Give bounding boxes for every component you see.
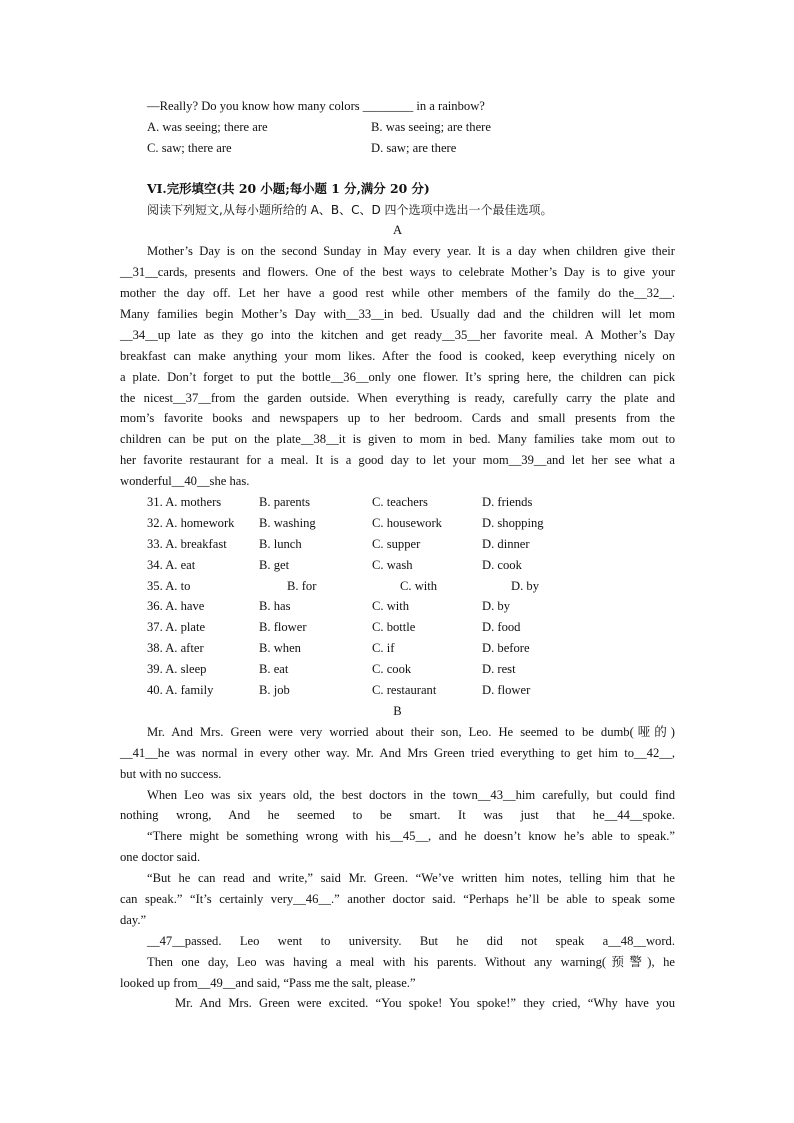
passage-line: __41__he was normal in every other way. Mr. And Mrs Green tried everything to get him to__42__, [120,745,675,760]
passage-line: Mother’s Day is on the second Sunday in May every year. It is a day when children give their [147,244,675,259]
passage-line: “But he can read and write,” said Mr. Green. “We’ve written him notes, telling him that he [147,871,675,886]
choice-option: 32. A. homework [147,515,235,530]
choice-option: C. bottle [372,620,416,635]
passage-line: Mr. And Mrs. Green were very worried about their son, Leo. He seemed to be dumb(哑的) [147,724,675,739]
choice-row [120,617,675,638]
choice-option: 38. A. after [147,641,204,656]
passage-line: breakfast can make anything your mom likes. After the food is cooked, keep everything nicely on [120,348,675,363]
choice-option: D. dinner [482,536,530,551]
choice-option: C. with [400,578,438,593]
passage-line: mother the day off. Let her have a good rest while other members of the family do the__32__. [120,286,675,301]
choice-option: B. get [259,557,290,572]
passage-a-text [120,241,675,492]
question-options-row-1 [120,117,675,138]
option-c: C. saw; there are [147,140,232,155]
choice-row [120,555,675,576]
question-options-row-2 [120,138,675,159]
choice-option: B. when [259,641,301,656]
passage-line: the nicest__37__from the garden outside. When everything is ready, carefully carry the plate and [120,390,675,405]
passage-line: can speak.” “It’s certainly very__46__.” another doctor said. “Perhaps he’ll be able to speak some [120,891,675,906]
choice-option: 33. A. breakfast [147,536,227,551]
choice-option: 40. A. family [147,683,214,698]
passage-line: her favorite restaurant for a meal. It is a good day to let your mom__39__and let her see what a [120,453,675,468]
choice-option: B. flower [259,620,307,635]
choice-option: D. flower [482,683,531,698]
passage-line: a plate. Don’t forget to put the bottle__36__only one flower. It’s spring here, the children can pick [120,369,675,384]
choice-option: C. cook [372,662,412,677]
choice-option: 39. A. sleep [147,662,207,677]
passage-line: wonderful__40__she has. [120,474,250,489]
choice-option: C. housework [372,515,442,530]
passage-line: day.” [120,912,147,927]
passage-line: __31__cards, presents and flowers. One of the best ways to celebrate Mother’s Day is to give your [120,265,675,280]
choice-option: B. job [259,683,290,698]
passage-line: __47__passed. Leo went to university. But he did not speak a__48__word. [147,933,675,948]
passage-line: nothing wrong, And he seemed to be smart. It was just that he__44__spoke. [120,808,675,823]
passage-line: but with no success. [120,766,222,781]
choice-option: D. shopping [482,515,544,530]
choice-option: D. friends [482,495,533,510]
choice-option: C. with [372,599,410,614]
exam-page [120,96,675,1014]
choice-option: B. washing [259,515,316,530]
passage-line: one doctor said. [120,850,201,865]
choice-option: B. lunch [259,536,302,551]
choice-row [120,513,675,534]
passage-line: When Leo was six years old, the best doctors in the town__43__him carefully, but could find [147,787,675,802]
choice-row [120,576,675,597]
passage-line: mom’s favorite books and newspapers up to her bedroom. Cards and small presents from the [120,411,675,426]
section-title: VI.完形填空(共 20 小题;每小题 1 分,满分 20 分) [147,180,430,196]
choice-option: 31. A. mothers [147,495,222,510]
choice-option: B. eat [259,662,289,677]
section-instruction: 阅读下列短文,从每小题所给的 A、B、C、D 四个选项中选出一个最佳选项。 [147,202,553,217]
passage-a-label: A [392,223,403,238]
choice-option: C. wash [372,557,413,572]
choice-option: 36. A. have [147,599,205,614]
choice-option: B. for [287,578,317,593]
choice-option: 35. A. to [147,578,191,593]
choice-option: D. cook [482,557,522,572]
passage-line: Mr. And Mrs. Green were excited. “You spoke! You spoke!” they cried, “Why have you [175,996,675,1011]
choice-option: C. restaurant [372,683,437,698]
choice-option: C. if [372,641,395,656]
choice-option: D. food [482,620,521,635]
passage-line: “There might be something wrong with his__45__, and he doesn’t know he’s able to speak.” [147,829,675,844]
choice-option: D. by [511,578,539,593]
passage-b-label: B [393,703,402,718]
passage-line: Then one day, Leo was having a meal with his parents. Without any warning(预警), he [147,954,675,969]
passage-line: Many families begin Mother’s Day with__33__in bed. Usually dad and the children will let mom [120,307,675,322]
choice-row [120,659,675,680]
choice-option: 37. A. plate [147,620,206,635]
choice-row [120,534,675,555]
choice-option: D. before [482,641,530,656]
choices-a [120,492,675,701]
question-prompt: —Really? Do you know how many colors ________ in a rainbow? [147,99,485,113]
choice-row [120,680,675,701]
choice-row [120,492,675,513]
choice-option: B. has [259,599,291,614]
choice-option: C. supper [372,536,421,551]
passage-b-text [120,722,675,1014]
choice-option: B. parents [259,495,311,510]
choice-option: D. by [482,599,510,614]
option-b: B. was seeing; are there [371,119,491,134]
passage-line: __34__up late as they go into the kitchen and get ready__35__her favorite meal. A Mother’s Day [120,327,675,342]
choice-row [120,596,675,617]
choice-option: D. rest [482,662,516,677]
choice-option: C. teachers [372,495,428,510]
option-a: A. was seeing; there are [147,119,268,134]
passage-line: children can be put on the plate__38__it is given to mom in bed. Many families take mom out to [120,432,675,447]
choice-option: 34. A. eat [147,557,196,572]
passage-line: looked up from__49__and said, “Pass me the salt, please.” [120,975,416,990]
choice-row [120,638,675,659]
option-d: D. saw; are there [371,140,457,155]
